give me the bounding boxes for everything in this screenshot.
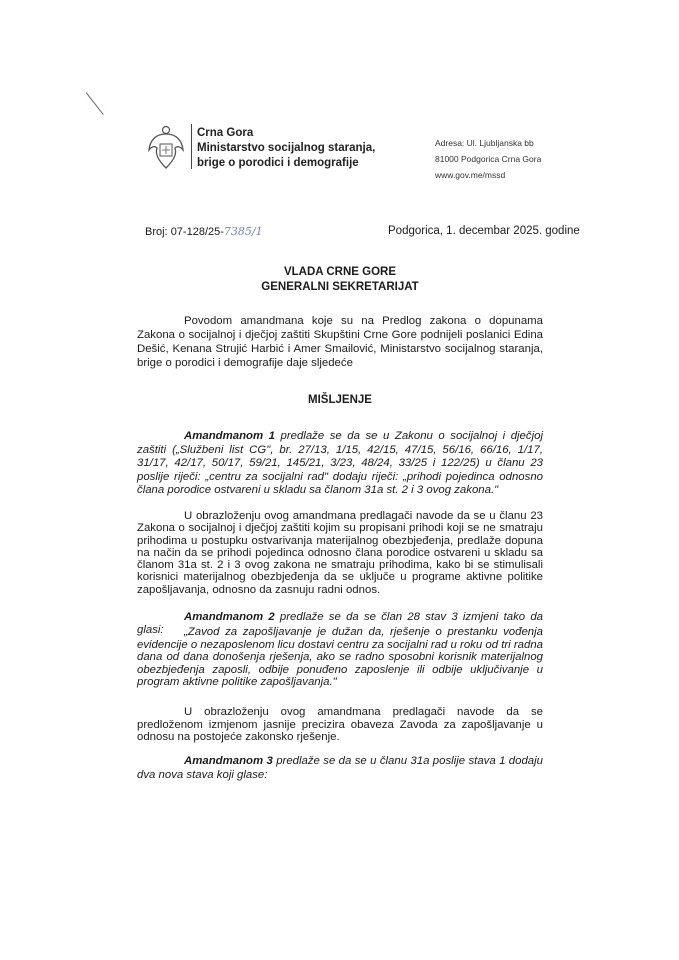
amendment-text: predlaže se da se u članu 31a poslije stava 1 dodaju dva nova stava koji glase: <box>137 755 543 781</box>
amendment-text: predlaže se da se član 28 stav 3 izmjeni tako da glasi: <box>137 611 543 636</box>
document-date: Podgorica, 1. decembar 2025. godine <box>388 225 580 237</box>
reference-label: Broj: <box>145 226 168 238</box>
intro-paragraph: Povodom amandmana koje su na Predlog zakona o dopunama Zakona o socijalnoj i dječjoj zaštiti Skupštini Crne Gore podnijeli poslanici Edina Dešić, Kenana Strujić Harbić i Amer Smailović, Ministarstvo socijalnog staranja, brige o porodici i demografije daje sljedeće <box>137 315 543 369</box>
amendment-2-quote: „Zavod za zapošljavanje je dužan da, rješenje o prestanku vođenja evidencije o nezaposlenom licu dostavi centru za socijalni rad u roku od tri radna dana od dana donošenja rješenja, ako se radno sposobni korisnik materijalnog obezbjeđenja zaposli, odbije ponuđeno zaposlenje ili odbije uključivanje u program aktivne politike zapošljavanja." <box>137 626 543 688</box>
amendment-text: predlaže se da se u Zakonu o socijalnoj i dječjoj zaštiti („Službeni list CG", br. 27/13, 1/15, 42/15, 47/15, 56/16, 66/16, 1/17, 31/17, 42/17, 50/17, 59/21, 145/21, 3/23, 48/24, 33/25 i 122/25) u članu 23 poslije riječi: „centru za socijalni rad" dodaju riječi: „prihodi pojedinca odnosno člana porodice ostvareni u skladu sa članom 31a st. 2 i 3 ovog zakona." <box>137 430 543 496</box>
amendment-label: Amandmanom 2 <box>184 611 275 623</box>
reference-number <box>145 225 263 238</box>
document-title: MIŠLJENJE <box>308 394 372 406</box>
ministry-address <box>435 135 541 183</box>
org-line: brige o porodici i demografije <box>197 157 359 169</box>
reference-value: 07-128/25- <box>170 226 224 238</box>
amendment-1 <box>137 430 543 498</box>
amendment-label: Amandmanom 3 <box>184 755 273 767</box>
pen-mark <box>85 92 103 115</box>
coat-of-arms-logo <box>146 124 186 172</box>
amendment-1-explanation: U obrazloženju ovog amandmana predlagači navode da se u članu 23 Zakona o socijalnoj i dječjoj zaštiti kojim su propisani prihodi koji se ne smatraju prihodima u postupku ostvarivanja materijalnog obezbjeđenja, predlaže dopuna na način da se prihodi pojedinca odnosno člana porodice ostvareni u skladu sa članom 31a st. 2 i 3 ovog zakona ne smatraju prihodima, kako bi se stimulisali korisnici materijalnog obezbjeđenja da se uključe u programe aktivne politike zapošljavanja, odnosno da zasnuju radni odnos. <box>137 510 543 596</box>
handwritten-number: 7385/1 <box>223 225 263 238</box>
recipient-line: GENERALNI SEKRETARIJAT <box>261 281 419 293</box>
header-divider <box>191 124 192 169</box>
amendment-3 <box>137 754 543 782</box>
ministry-name <box>197 126 375 171</box>
org-line: Crna Gora <box>197 127 254 139</box>
address-line: 81000 Podgorica Crna Gora <box>435 154 542 164</box>
amendment-label: Amandmanom 1 <box>184 430 275 442</box>
address-line: www.gov.me/mssd <box>435 170 506 180</box>
recipient <box>137 265 543 295</box>
address-line: Adresa: Ul. Ljubljanska bb <box>435 138 534 148</box>
amendment-2-explanation: U obrazloženju ovog amandmana predlagači navode da se predloženom izmjenom jasnije precizira obaveza Zavoda za zapošljavanje u odnosu na postojeće zakonsko rješenje. <box>137 706 543 743</box>
org-line: Ministarstvo socijalnog staranja, <box>197 142 376 154</box>
recipient-line: VLADA CRNE GORE <box>283 266 397 278</box>
